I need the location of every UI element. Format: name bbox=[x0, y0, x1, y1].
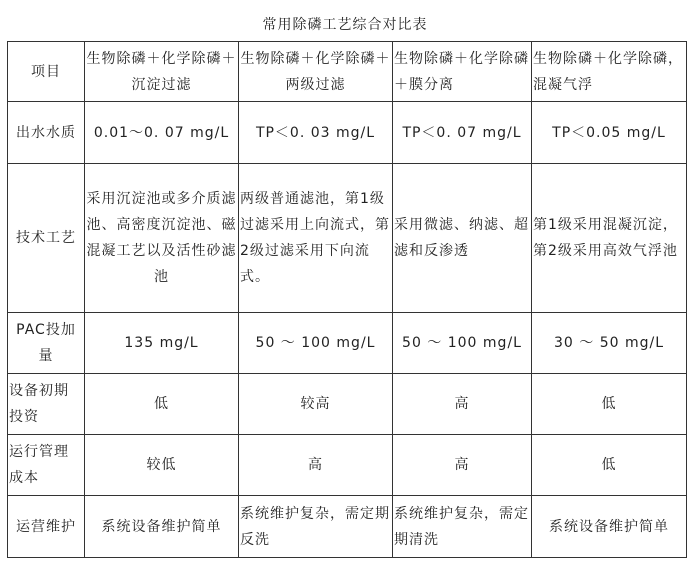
table-cell: 50 ～ 100 mg/L bbox=[393, 313, 532, 374]
row-label: 出水水质 bbox=[8, 102, 85, 164]
table-row bbox=[8, 496, 687, 558]
header-process-1: 生物除磷＋化学除磷＋沉淀过滤 bbox=[85, 42, 239, 102]
row-label: 技术工艺 bbox=[8, 164, 85, 313]
table-cell: 低 bbox=[532, 374, 687, 435]
table-cell: 高 bbox=[239, 435, 393, 496]
table-cell: TP＜0. 03 mg/L bbox=[239, 102, 393, 164]
row-label: 运营维护 bbox=[8, 496, 85, 558]
table-cell: 0.01～0. 07 mg/L bbox=[85, 102, 239, 164]
table-cell: 135 mg/L bbox=[85, 313, 239, 374]
table-title: 常用除磷工艺综合对比表 bbox=[262, 17, 428, 33]
table-row bbox=[8, 102, 687, 164]
table-cell: 系统维护复杂，需定期反洗 bbox=[239, 496, 393, 558]
table-row bbox=[8, 164, 687, 313]
table-cell: 30 ～ 50 mg/L bbox=[532, 313, 687, 374]
row-label: 运行管理成本 bbox=[8, 435, 85, 496]
comparison-table bbox=[7, 41, 687, 558]
table-cell: 采用沉淀池或多介质滤池、高密度沉淀池、磁混凝工艺以及活性砂滤池 bbox=[85, 164, 239, 313]
table-row bbox=[8, 313, 687, 374]
table-cell: 采用微滤、纳滤、超滤和反渗透 bbox=[393, 164, 532, 313]
table-cell: 系统维护复杂，需定期清洗 bbox=[393, 496, 532, 558]
header-item: 项目 bbox=[8, 42, 85, 102]
table-cell: 较低 bbox=[85, 435, 239, 496]
table-row bbox=[8, 435, 687, 496]
table-cell: 高 bbox=[393, 435, 532, 496]
table-cell: 高 bbox=[393, 374, 532, 435]
table-cell: 50 ～ 100 mg/L bbox=[239, 313, 393, 374]
table-cell: 低 bbox=[532, 435, 687, 496]
table-cell: TP＜0.05 mg/L bbox=[532, 102, 687, 164]
table-cell: 两级普通滤池，第1级过滤采用上向流式，第2级过滤采用下向流式。 bbox=[239, 164, 393, 313]
row-label: PAC投加量 bbox=[8, 313, 85, 374]
table-cell: 第1级采用混凝沉淀，第2级采用高效气浮池 bbox=[532, 164, 687, 313]
header-process-3: 生物除磷＋化学除磷＋膜分离 bbox=[393, 42, 532, 102]
header-process-2: 生物除磷＋化学除磷＋两级过滤 bbox=[239, 42, 393, 102]
row-label: 设备初期投资 bbox=[8, 374, 85, 435]
table-cell: 较高 bbox=[239, 374, 393, 435]
table-cell: 系统设备维护简单 bbox=[85, 496, 239, 558]
table-cell: TP＜0. 07 mg/L bbox=[393, 102, 532, 164]
table-cell: 低 bbox=[85, 374, 239, 435]
table-cell: 系统设备维护简单 bbox=[532, 496, 687, 558]
table-row bbox=[8, 374, 687, 435]
header-row bbox=[8, 42, 687, 102]
header-process-4: 生物除磷＋化学除磷，混凝气浮 bbox=[532, 42, 687, 102]
